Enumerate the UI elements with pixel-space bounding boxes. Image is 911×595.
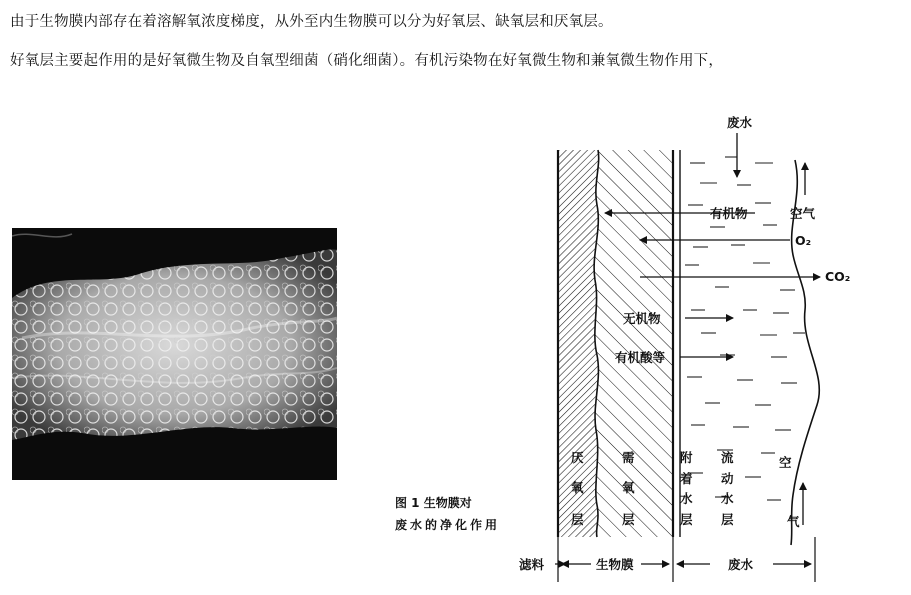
svg-text:氧: 氧 (571, 480, 584, 495)
label-air-bottom (779, 455, 800, 529)
svg-text:附: 附 (680, 450, 693, 465)
label-wastewater-bottom: 废水 (728, 557, 754, 572)
label-organic-acids: 有机酸等 (615, 350, 666, 365)
svg-text:需: 需 (622, 450, 635, 465)
svg-text:层: 层 (680, 512, 693, 527)
intro-line-1: 由于生物膜内部存在着溶解氧浓度梯度，从外至内生物膜可以分为好氧层、缺氧层和厌氧层。 (10, 14, 613, 30)
svg-text:氧: 氧 (622, 480, 635, 495)
figure-caption (395, 492, 500, 536)
biofilm-carrier-photo (12, 228, 337, 480)
label-biofilm: 生物膜 (596, 557, 634, 572)
label-oxygen: O₂ (795, 233, 812, 248)
biofilm-purification-diagram (505, 105, 905, 590)
svg-text:层: 层 (622, 512, 635, 527)
caption-line-2: 废水的净化作用 (395, 518, 501, 532)
label-wastewater-in: 废水 (727, 115, 753, 130)
svg-text:水: 水 (721, 491, 734, 506)
label-filter: 滤料 (519, 557, 545, 572)
label-inorganic: 无机物 (623, 311, 661, 326)
label-organic-matter: 有机物 (710, 206, 748, 221)
svg-text:空: 空 (779, 455, 792, 470)
anaerobic-layer (558, 150, 599, 537)
svg-text:厌: 厌 (571, 450, 584, 465)
svg-text:水: 水 (680, 491, 693, 506)
caption-line-1: 图 1 生物膜对 (395, 496, 472, 510)
intro-line-2: 好氧层主要起作用的是好氧微生物及自氧型细菌（硝化细菌）。有机污染物在好氧微生物和兼氧微生物作用下， (10, 53, 724, 69)
svg-text:层: 层 (571, 512, 584, 527)
label-co2: CO₂ (825, 269, 851, 284)
svg-text:流: 流 (721, 450, 734, 465)
svg-text:着: 着 (680, 471, 693, 486)
label-aerobic-layer (622, 450, 635, 527)
svg-text:气: 气 (787, 514, 800, 529)
label-flowing-water-layer (721, 450, 734, 527)
label-anaerobic-layer (571, 450, 584, 527)
svg-text:层: 层 (721, 512, 734, 527)
label-air-top: 空气 (790, 206, 816, 221)
aerobic-layer (594, 150, 673, 537)
svg-text:动: 动 (721, 471, 734, 486)
label-attached-water-layer (679, 450, 693, 527)
